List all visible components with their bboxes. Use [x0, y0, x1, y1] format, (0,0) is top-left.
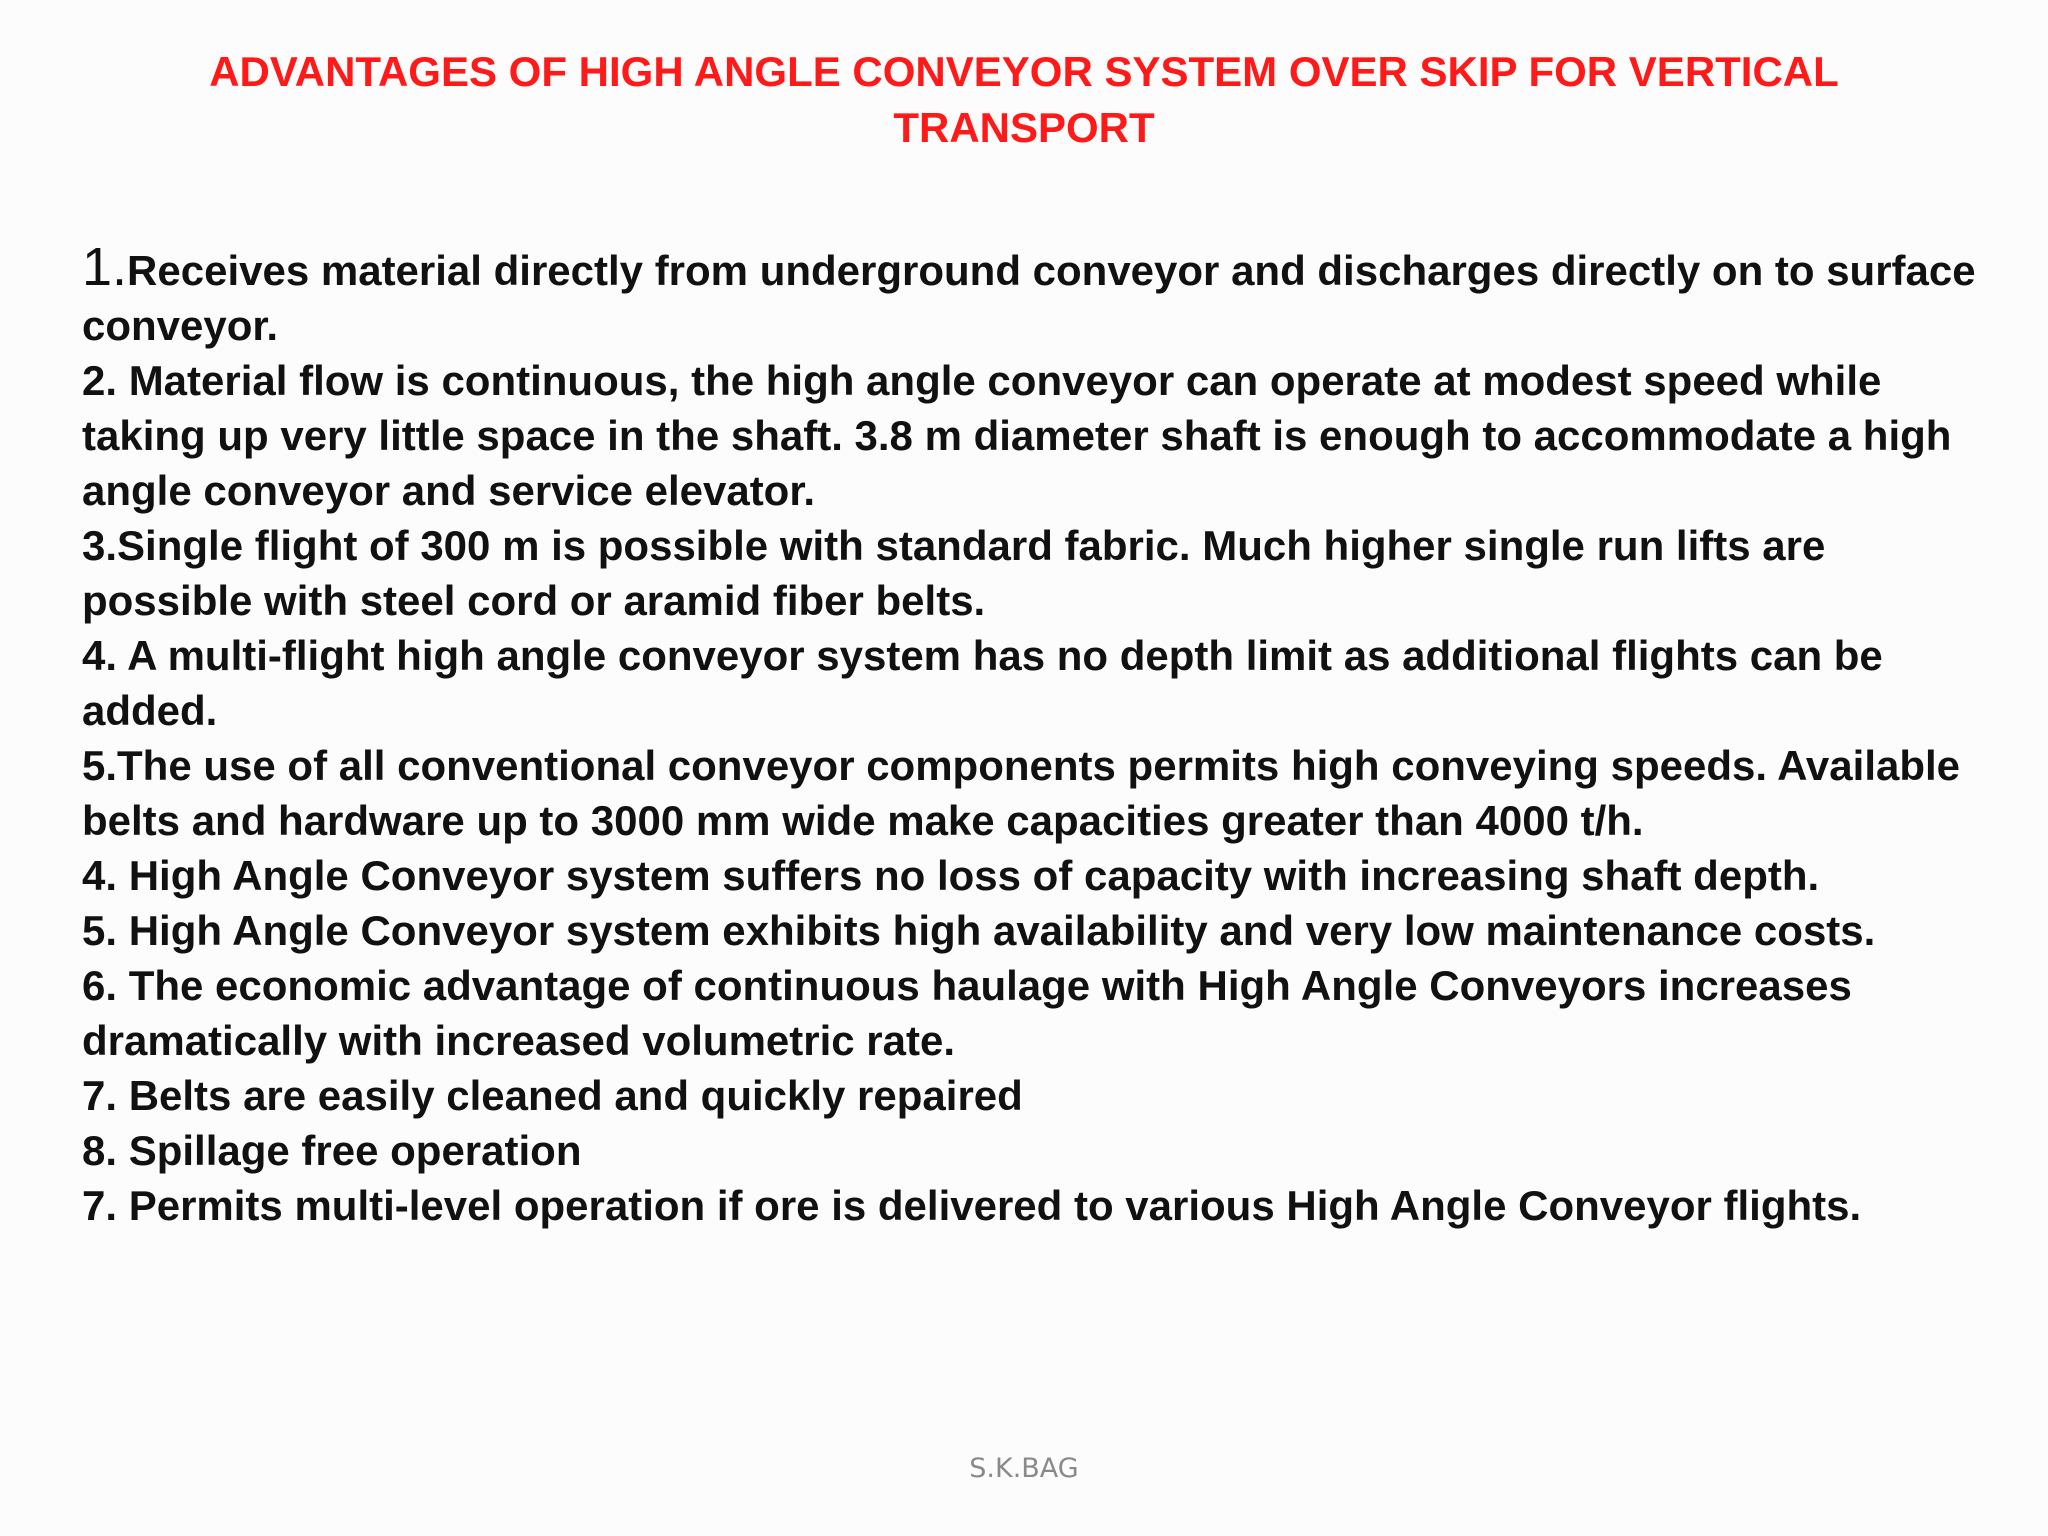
list-item: [82, 237, 1982, 353]
item-text: A multi-flight high angle conveyor system has no depth limit as additional flights can be added.: [82, 632, 1883, 734]
advantages-list: [82, 237, 1982, 1233]
item-text: High Angle Conveyor system exhibits high availability and very low maintenance costs.: [117, 907, 1876, 954]
item-number: 6.: [82, 962, 118, 1009]
item-text: Spillage free operation: [117, 1127, 582, 1174]
list-item: [82, 738, 1982, 848]
item-text: The economic advantage of continuous haulage with High Angle Conveyors increases dramatically with increased volumetric rate.: [82, 962, 1852, 1064]
item-number: 2.: [82, 357, 118, 404]
item-text: Single flight of 300 m is possible with standard fabric. Much higher single run lifts are possible with steel cord or aramid fiber belts.: [82, 522, 1826, 624]
item-number: 7.: [82, 1072, 118, 1119]
list-item: [82, 1178, 1982, 1233]
item-text: Receives material directly from underground conveyor and discharges directly on to surface conveyor.: [82, 247, 1976, 349]
list-item: [82, 848, 1982, 903]
item-text: The use of all conventional conveyor components permits high conveying speeds. Available belts and hardware up to 3000 mm wide make capacities greater than 4000 t/h.: [82, 742, 1961, 844]
author-footer: S.K.BAG: [969, 1453, 1079, 1484]
item-number: 4.: [82, 852, 118, 899]
list-item: [82, 628, 1982, 738]
list-item: [82, 903, 1982, 958]
slide-title: ADVANTAGES OF HIGH ANGLE CONVEYOR SYSTEM OVER SKIP FOR VERTICAL TRANSPORT: [209, 48, 1839, 151]
list-item: [82, 1123, 1982, 1178]
item-number: 8.: [82, 1127, 118, 1174]
item-text: High Angle Conveyor system suffers no loss of capacity with increasing shaft depth.: [117, 852, 1820, 899]
item-number: 4.: [82, 632, 118, 679]
list-item: [82, 353, 1982, 518]
item-number: 3.: [82, 522, 118, 569]
item-text: Belts are easily cleaned and quickly repaired: [117, 1072, 1023, 1119]
list-item: [82, 1068, 1982, 1123]
list-item: [82, 518, 1982, 628]
item-number: 5.: [82, 742, 118, 789]
item-number: 7.: [82, 1182, 118, 1229]
item-text: Permits multi-level operation if ore is delivered to various High Angle Conveyor flights.: [117, 1182, 1862, 1229]
item-text: Material flow is continuous, the high angle conveyor can operate at modest speed while taking up very little space in the shaft. 3.8 m diameter shaft is enough to accommodate a high angle conveyor and service elevator.: [82, 357, 1952, 514]
item-number: 1.: [82, 237, 128, 297]
item-number: 5.: [82, 907, 118, 954]
list-item: [82, 958, 1982, 1068]
